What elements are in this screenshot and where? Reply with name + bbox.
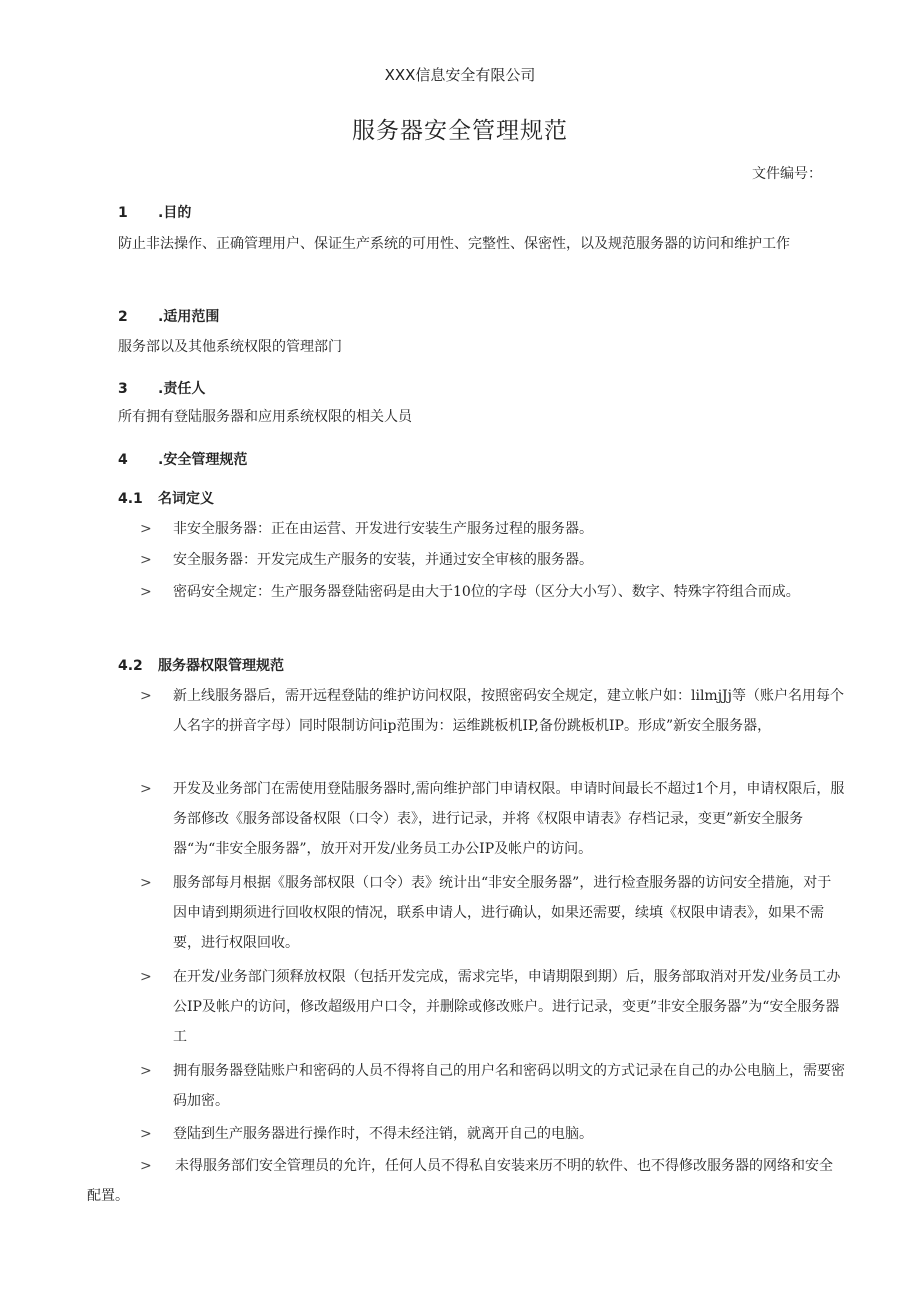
- list-item: [140, 868, 845, 958]
- list-item: [87, 1151, 845, 1211]
- section-title: .责任人: [158, 381, 206, 397]
- section-2-body: 服务部以及其他系统权限的管理部门: [118, 339, 342, 355]
- bullet-arrow-icon: >: [140, 969, 152, 985]
- subsection-4-1-heading: [118, 488, 214, 508]
- list-item-text: 密码安全规定：生产服务器登陆密码是由大于10位的字母（区分大小写）、数字、特殊字符组合而成。: [173, 584, 800, 600]
- bullet-arrow-icon: >: [140, 1063, 152, 1079]
- list-item: [140, 577, 845, 607]
- section-title: .目的: [158, 205, 192, 221]
- section-3-body: 所有拥有登陆服务器和应用系统权限的相关人员: [118, 409, 412, 425]
- list-item: [140, 1119, 845, 1149]
- list-item-text: 服务部每月根据《服务部权限（口令）表》统计出“非安全服务器”，进行检查服务器的访问安全措施，对于因申请到期须进行回收权限的情况，联系申请人，进行确认，如果还需要，续填《权限申请表》，如果不需要，进行权限回收。: [173, 875, 832, 951]
- section-3-heading: [118, 378, 205, 398]
- list-item-text: 非安全服务器：正在由运营、开发进行安装生产服务过程的服务器。: [173, 521, 593, 537]
- subsection-4-2-heading: [118, 655, 284, 675]
- list-item-text: 未得服务部们安全管理员的允许，任何人员不得私自安装来历不明的软件、也不得修改服务器的网络和安全配置。: [87, 1158, 833, 1204]
- section-title: 服务器权限管理规范: [158, 658, 284, 674]
- bullet-arrow-icon: >: [140, 521, 152, 537]
- bullet-arrow-icon: >: [140, 781, 152, 797]
- list-item-text: 安全服务器：开发完成生产服务的安装，并通过安全审核的服务器。: [173, 552, 593, 568]
- list-item-text: 开发及业务部门在需使用登陆服务器时,需向维护部门申请权限。申请时间最长不超过1个月，申请权限后，服务部修改《服务部设备权限（口令）表》，进行记录，并将《权限申请表》存档记录，变更”新安全服务器“为“非安全服务器”，放开对开发/业务员工办公IP及帐户的访问。: [173, 781, 845, 857]
- bullet-arrow-icon: >: [140, 584, 152, 600]
- doc-number-label: 文件编号：: [752, 166, 822, 182]
- bullet-arrow-icon: >: [140, 688, 152, 704]
- bullet-arrow-icon: >: [140, 552, 152, 568]
- section-1-heading: [118, 202, 191, 222]
- list-item-text: 新上线服务器后，需开远程登陆的维护访问权限，按照密码安全规定，建立帐户如：lilmjJj等（账户名用每个人名字的拼音字母）同时限制访问ip范围为：运维跳板机IP,备份跳板机IP。形成”新安全服务器，: [173, 688, 844, 734]
- section-title: .安全管理规范: [158, 452, 248, 468]
- list-item-text: 拥有服务器登陆账户和密码的人员不得将自己的用户名和密码以明文的方式记录在自己的办公电脑上，需要密码加密。: [173, 1063, 845, 1109]
- list-item: [140, 962, 845, 1052]
- document-title: 服务器安全管理规范: [352, 118, 568, 144]
- list-item-text: 登陆到生产服务器进行操作时，不得未经注销，就离开自己的电脑。: [173, 1126, 593, 1142]
- list-item-text: 在开发/业务部门须释放权限（包括开发完成，需求完毕，申请期限到期）后，服务部取消对开发/业务员工办公IP及帐户的访问，修改超级用户口令，并删除或修改账户。进行记录，变更”非安全服务器”为“安全服务器工: [173, 969, 841, 1045]
- section-number: 4: [118, 452, 128, 468]
- bullet-arrow-icon: >: [140, 875, 152, 891]
- section-4-heading: [118, 449, 247, 469]
- section-title: 名词定义: [158, 491, 214, 507]
- company-name: XXX信息安全有限公司: [384, 66, 536, 84]
- list-item: [140, 681, 845, 741]
- list-item: [140, 1056, 845, 1116]
- section-2-heading: [118, 306, 219, 326]
- section-number: 1: [118, 205, 128, 221]
- section-number: 4.1: [118, 491, 143, 507]
- section-number: 4.2: [118, 658, 143, 674]
- section-title: .适用范围: [158, 309, 220, 325]
- section-1-body: 防止非法操作、正确管理用户、保证生产系统的可用性、完整性、保密性，以及规范服务器的访问和维护工作: [118, 236, 790, 252]
- list-item: [140, 545, 845, 575]
- bullet-arrow-icon: >: [140, 1158, 152, 1174]
- list-item: [140, 774, 845, 864]
- list-item: [140, 514, 845, 544]
- section-number: 3: [118, 381, 128, 397]
- section-number: 2: [118, 309, 128, 325]
- bullet-arrow-icon: >: [140, 1126, 152, 1142]
